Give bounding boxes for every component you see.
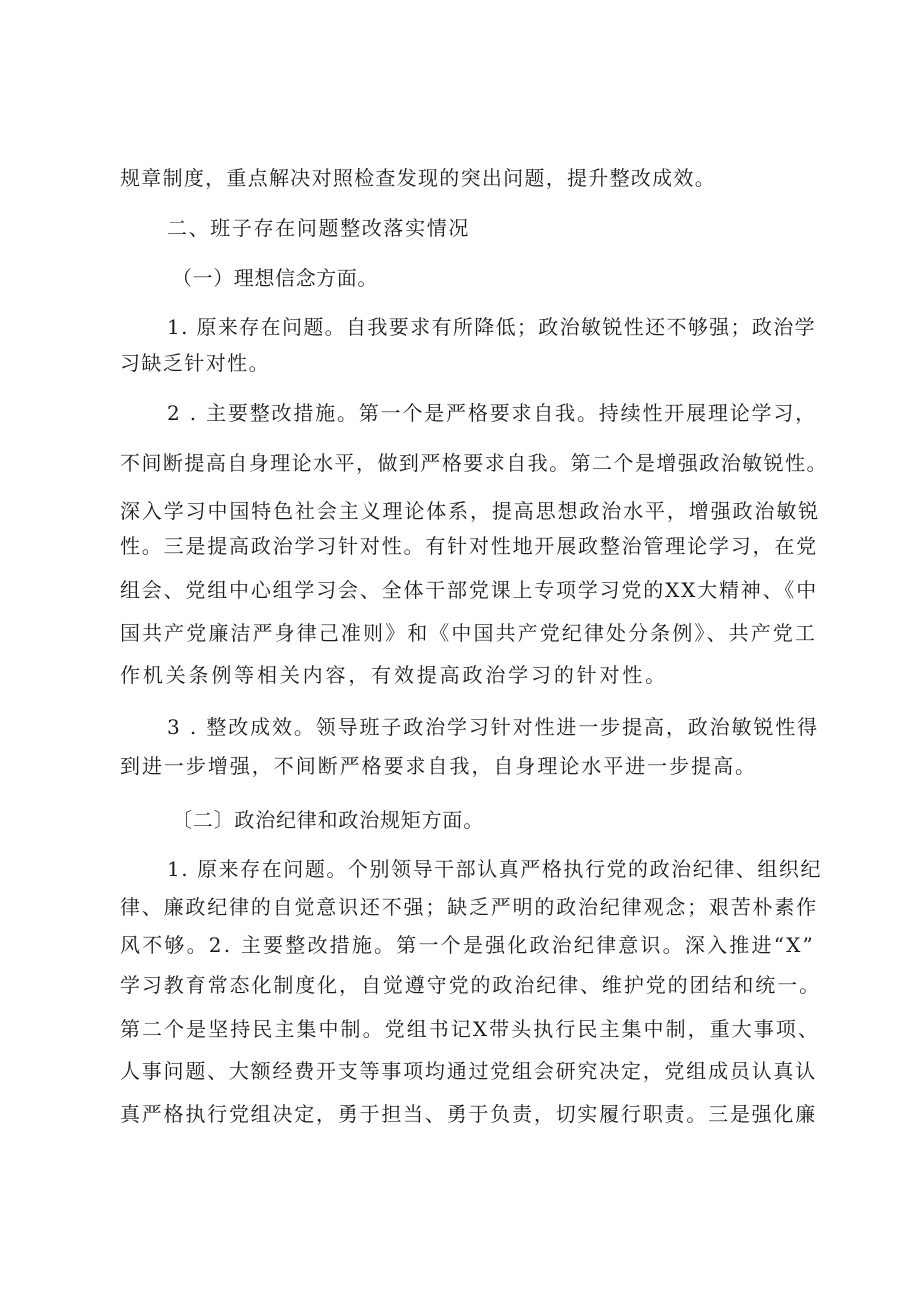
paragraph-line-text: 深入学习中国特色社会主义理论体系，提高思想政治水平，增强政治敏锐 (120, 499, 820, 523)
paragraph-line-text: 不间断提高自身理论水平，做到严格要求自我。第二个是增强政治敏锐性。 (120, 451, 828, 475)
paragraph-line-text: 性。三是提高政治学习针对性。有针对性地开展政整治管理论学习，在党 (120, 534, 818, 558)
paragraph-line-text: 律、廉政纪律的自觉意识还不强；缺乏严明的政治纪律观念；艰苦朴素作 (120, 895, 818, 919)
paragraph-line-text: （一）理想信念方面。 (172, 266, 378, 290)
paragraph-line (0, 741, 920, 791)
paragraph-line-text: 二、班子存在问题整改落实情况 (167, 216, 470, 240)
paragraph-line-text: 1. 原来存在问题。个别领导干部认真严格执行党的政治纪律、组织纪 (167, 857, 822, 881)
paragraph-line-text: 〔二〕政治纪律和政治规矩方面。 (172, 808, 484, 832)
paragraph-line-text: 组会、党组中心组学习会、全体干部党课上专项学习党的XX大精神、《中 (120, 578, 818, 602)
paragraph-line-text: 习缺乏针对性。 (120, 351, 270, 375)
paragraph-line-text: 风不够。2. 主要整改措施。第一个是强化政治纪律意识。深入推进“X” (120, 933, 815, 957)
paragraph-line-text: 学习教育常态化制度化，自觉遵守党的政治纪律、维护党的团结和统一。 (120, 973, 821, 997)
paragraph-line (0, 960, 920, 1010)
paragraph-line-text: 到进一步增强，不间断严格要求自我，自身理论水平进一步提高。 (120, 754, 757, 778)
paragraph-line (0, 438, 920, 488)
paragraph-line-text: 1. 原来存在问题。自我要求有所降低；政治敏锐性还不够强；政治学 (167, 315, 816, 339)
paragraph-line-text: 真严格执行党组决定，勇于担当、勇于负责，切实履行职责。三是强化廉 (120, 1102, 817, 1126)
paragraph-line-text: 第二个是坚持民主集中制。党组书记X带头执行民主集中制，重大事项、 (120, 1017, 820, 1041)
paragraph-line-text: 3 . 整改成效。领导班子政治学习针对性进一步提高，政治敏锐性得 (167, 715, 819, 739)
paragraph-line (0, 650, 920, 700)
paragraph-line-text: 人事问题、大额经费开支等事项均通过党组会研究决定，党组成员认真认 (120, 1059, 817, 1083)
paragraph-line (0, 338, 920, 388)
paragraph-line-text: 国共产党廉洁严身律己准则》和《中国共产党纪律处分条例》、共产党工 (120, 621, 817, 645)
paragraph-line (0, 153, 920, 203)
paragraph-line (0, 521, 920, 571)
paragraph-line (0, 1089, 920, 1139)
paragraph-line (0, 203, 920, 253)
paragraph-line (0, 388, 920, 438)
paragraph-line-text: 作机关条例等相关内容，有效提高政治学习的针对性。 (120, 663, 668, 687)
paragraph-line-text: 规章制度，重点解决对照检查发现的突出问题，提升整改成效。 (120, 166, 716, 190)
paragraph-line (0, 253, 920, 303)
paragraph-line (0, 795, 920, 845)
paragraph-line-text: 2 . 主要整改措施。第一个是严格要求自我。持续性开展理论学习， (167, 401, 817, 425)
